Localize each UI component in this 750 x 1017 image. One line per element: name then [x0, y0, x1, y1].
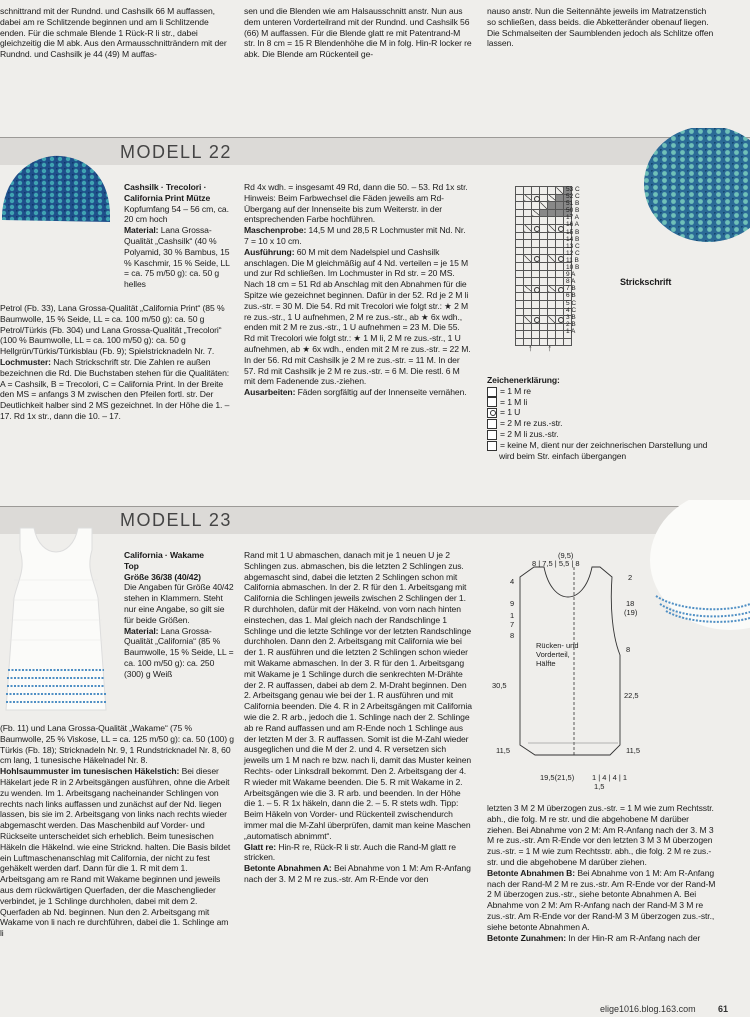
- m22-material-label: Material:: [124, 225, 159, 236]
- chart-row-label: 3 B: [566, 313, 576, 321]
- chart-cell: [548, 323, 556, 331]
- chart-cell: [524, 224, 532, 232]
- chart-row-label: 7 B: [566, 285, 576, 293]
- chart-row-label: 1 A: [566, 327, 576, 335]
- chart-cell: [532, 224, 540, 232]
- chart-cell: [540, 331, 548, 339]
- chart-cell: [540, 224, 548, 232]
- m22-ausfuehrung: 60 M mit dem Nadelspiel und Cashsilk anschlagen. Die M gleichmäßig auf 4 Nd. verteilen = je 15 M und zur Rd schließen. Im Lochmuster in Rd str. = 20 MS. Nach 18 cm = 51 Rd ab Anschlag mit den Abnahmen für die Spitze wie gezeichnet beginnen. Dafür in der 52. Rd je 2 M li zus.-str. = 30 M. Die 54. Rd mit Trecolori wie folgt str.: ★ 2 M re zus.-str., 1 U aufnehmen, 2 M re zus.-str., ab ★ 6x wdh., enden mit 2 M re zus.-str., 1 U aufnehmen = 23 M. Die 55. Rd mit Trecolori wie folgt str.: ★ 1 M li, 2 M re zus.-str., 1 U aufnehmen, ab ★ 6x wdh., enden mit 2 M re zus.-str. = 22 M. In der 56. Rd mit Cashsilk je 2 M re zus.-str. = 11 M. In der 57. Rd mit Cashsilk je 2 M re zus.-str. = 6 M. Die restl. 6 M mit dem Fadenende zus.-ziehen.: [244, 246, 471, 387]
- chart-row-label: 9 A: [566, 271, 576, 279]
- chart-cell: [564, 338, 572, 346]
- chart-cell: [556, 262, 564, 270]
- chart-cell: [532, 285, 540, 293]
- chart-cell: [516, 323, 524, 331]
- m22-col2: Rd 4x wdh. = insgesamt 49 Rd, dann die 50. – 53. Rd 1x str. Hinweis: Beim Farbwechsel die Fäden jeweils am Rd-Übergang auf der Innenseite bis zum Weiterstr. in der entsprechenden Farbe hochführen. Maschenprobe: 14,5 M und 28,5 R Lochmuster mit Nd. Nr. 7 = 10 x 10 cm. Ausführung: 60 M mit dem Nadelspiel und Cashsilk anschlagen. Die M gleichmäßig auf 4 Nd. verteilen = je 15 M und zur Rd schließen. Im Lochmuster in Rd str. = 20 MS. Nach 18 cm = 51 Rd ab Anschlag mit den Abnahmen für die Spitze wie gezeichnet beginnen. Dafür in der 52. Rd je 2 M li zus.-str. = 30 M. Die 54. Rd mit Trecolori wie folgt str.: ★ 2 M re zus.-str., 1 U aufnehmen, 2 M re zus.-str., ab ★ 6x wdh., enden mit 2 M re zus.-str., 1 U aufnehmen = 23 M. Die 55. Rd mit Trecolori wie folgt str.: ★ 1 M li, 2 M re zus.-str., 1 U aufnehmen, ab ★ 6x wdh., enden mit 2 M re zus.-str. = 22 M. In der 56. Rd mit Cashsilk je 2 M re zus.-str. = 11 M. In der 57. Rd mit Cashsilk je 2 M re zus.-str. = 6 M. Die restl. 6 M mit dem Fadenende zus.-ziehen. Ausarbeiten: Fäden sorgfältig auf der Innenseite vernähen.: [244, 182, 471, 398]
- chart-cell: [556, 209, 564, 217]
- m22-title-a: Cashsilk · Trecolori ·: [124, 182, 207, 192]
- chart-cell: [532, 331, 540, 339]
- chart-cell: [540, 209, 548, 217]
- chart-cell: [524, 308, 532, 316]
- chart-row-label: 10 B: [566, 264, 580, 272]
- legend-p2tog: = 2 M li zus.-str.: [487, 429, 717, 440]
- m22-ausarbeiten: Fäden sorgfältig auf der Innenseite vernähen.: [297, 387, 467, 398]
- chart-row-label: 16 A: [566, 221, 580, 229]
- chart-cell: [524, 278, 532, 286]
- m23-col1: California · Wakame Top Größe 36/38 (40/42) Die Angaben für Größe 40/42 stehen in Klammern. Steht nur eine Angabe, so gilt sie für beide Größen. Material: Lana Grossa-Qualität „California“ (85 % Baumwolle, 15 % Seide, LL = ca. 100 m/50 g): ca. 250 (300) g Weiß: [124, 550, 234, 679]
- chart-cell: [556, 316, 564, 324]
- schema-top-b: 8 | 7,5 | 5,5 | 8: [532, 559, 580, 568]
- chart-cell: [532, 293, 540, 301]
- m22-col1: [124, 182, 234, 290]
- chart-cell: [556, 247, 564, 255]
- chart-cell: [556, 194, 564, 202]
- chart-cell: [548, 232, 556, 240]
- m23-schema: (9,5) 8 | 7,5 | 5,5 | 8 4 9 1 7 8 30,5 11,5 2 18 (19) 8 22,5 11,5 19,5(21,5) 1 | 4 | 4 | 1 1,5 Rücken- und Vorderteil, Hälfte: [492, 551, 641, 791]
- chart-cell: [556, 331, 564, 339]
- chart-cell: [524, 300, 532, 308]
- chart-cell: [516, 338, 524, 346]
- chart-row-label: 50 B: [566, 207, 580, 215]
- chart-arrows: ↑ ↑: [528, 343, 553, 353]
- m22-material-text: Lana Grossa-Qualität „Cashsilk“ (40 % Polyamid, 30 % Bambus, 15 % Kaschmir, 15 % Seide, LL = ca. 75 m/50 g): ca. 50 g helles: [124, 225, 230, 290]
- chart-row-label: 53 C: [566, 186, 580, 193]
- top-col2: sen und die Blenden wie am Halsausschnitt anstr. Nun aus dem unteren Vorderteilrand mit der Rundnd. und Cashsilk 56 (66) M auffassen. Für die Blende glatt re mit Patentrand-M str. In 8 cm = 15 R Blendenhöhe die M in folg. Hin-R locker re abk. Die Blende am Rückenteil ge-: [244, 6, 472, 60]
- chart-row-labels: [566, 186, 580, 335]
- m23-title-b: Top: [124, 560, 139, 571]
- chart-cell: [556, 202, 564, 210]
- m23-col2: Rand mit 1 U abmaschen, danach mit je 1 neuen U je 2 Schlingen zus. abmaschen, bis die letzten 2 Schlingen zus. abgemascht sind, dabei die letzten 2 Schlingen schon mit California abmaschen. In der 2. R für den 1. Arbeitsgang mit California die Schlingen jeweils zwischen 2 Schlingen der 1. R durchholen, dafür mit der Häkelnd. von vorn nach hinten einstechen, das 1. Mal gleich nach der Randschlinge 1 Schlinge und die letzte Schlinge vor der letzten Randschlinge durchholen. Dann den 2. Arbeitsgang mit California wie bei der 1. R ausführen und die letzten 2 Schlingen schon wieder mit Wakame abmaschen. In der 3. R für den 1. Arbeitsgang mit Wakame je 1 Schlinge durch die senkrechten M-Drähte der 2. R auffassen, dabei ab dem 2. M-Draht beginnen. Den 2. Arbeitsgang genau wie bei der 1. R ausführen und mit California beenden. Die 4. R in 2 Arbeitsgängen mit California wie die 2. R arb., jedoch die 1. Schlinge nach der 2. Schlinge ab re Rand auffassen und am R-Ende noch 1 Schlinge aus der letzten M der 3. R auffassen. Somit ist die M-Zahl wieder ausgeglichen und die M der 2. und 4. R versetzen sich jeweils um 1 M nach re bzw. nach li, damit das Muster keinen Rechts- oder Linksdrall bekommt. Den 2. Arbeitsgang der 4. R wieder mit Wakame beenden. Die 5. R mit Wakame in 2. Arbeitsgängen wie die 3. R arb. und beenden. In der Höhe die 1. – 5. R 1x häkeln, dann die 2. – 5. R stets wdh. Tipp: Beim Häkeln von Vorder- und Rückenteil zwischendurch immer mal die M-Zahl überprüfen, damit man keine Maschen „automatisch abnimmt“. Glatt re: Hin-R re, Rück-R li str. Auch die Rand-M glatt re stricken. Betonte Abnahmen A: Bei Abnahme von 1 M: Am R-Anfang nach der 3. M 2 M re zus.-str. Am R-Ende vor den: [244, 550, 472, 884]
- chart-cell: [556, 270, 564, 278]
- chart-cell: [548, 202, 556, 210]
- chart-cell: [556, 187, 564, 195]
- m22-maschenprobe: 14,5 M und 28,5 R Lochmuster mit Nd. Nr. 7 = 10 x 10 cm.: [244, 225, 466, 246]
- m23-col2-text: Rand mit 1 U abmaschen, danach mit je 1 neuen U je 2 Schlingen zus. abmaschen, bis die letzten 2 Schlingen zus. abgemascht sind, dabei die letzten 2 Schlingen schon mit California abmaschen. In der 2. R für den 1. Arbeitsgang mit California die Schlingen jeweils zwischen 2 Schlingen der 1. R durchholen, dafür mit der Häkelnd. von vorn nach hinten einstechen, das 1. Mal gleich nach der Randschlinge 1 Schlinge und die letzte Schlinge vor der letzten Randschlinge durchholen. Dann den 2. Arbeitsgang mit California wie bei der 1. R ausführen und die letzten 2 Schlingen schon wieder mit Wakame abmaschen. In der 3. R für den 1. Arbeitsgang mit Wakame je 1 Schlinge durch die senkrechten M-Drähte der 2. R auffassen, dabei ab dem 2. M-Draht beginnen. Den 2. Arbeitsgang genau wie bei der 1. R ausführen und mit California beenden. Die 4. R in 2 Arbeitsgängen mit California wie die 2. R arb., jedoch die 1. Schlinge nach der 2. Schlinge ab re Rand auffassen und am R-Ende noch 1 Schlinge aus der letzten M der 3. R auffassen. Somit ist die M-Zahl wieder ausgeglichen und die M der 2. und 4. R versetzen sich jeweils um 1 M nach re bzw. nach li, damit das Muster keinen Rechts- oder Linksdrall bekommt. Den 2. Arbeitsgang der 4. R wieder mit Wakame beenden. Die 5. R mit Wakame in 2. Arbeitsgängen wie die 3. R arb. und beenden. In der Höhe die 1. – 5. R 1x häkeln, dann die 2. – 5. R stets wdh. Tipp: Beim Häkeln von Vorder- und Rückenteil zwischendurch immer mal die M-Zahl überprüfen, damit man keine Maschen „automatisch abnimmt“.: [244, 550, 472, 841]
- chart-cell: [524, 209, 532, 217]
- m22-lochmuster: Nach Strickschrift str. Die Zahlen re außen bezeichnen die Rd. Die Buchstaben stehen für die Qualitäten: A = Cashsilk, B = Trecolori, C = California Print. In der Breite den MS = anfangs 3 M zwischen den Pfeilen fortl. str. Der Deutlichkeit halber sind 2 MS gezeichnet. In der Höhe die 1. – 17. Rd 1x str., dann die 10. – 17.: [0, 356, 230, 421]
- chart-cell: [516, 270, 524, 278]
- chart-cell: [540, 323, 548, 331]
- chart-cell: [556, 255, 564, 263]
- chart-cell: [540, 202, 548, 210]
- legend-k2tog: = 2 M re zus.-str.: [487, 418, 717, 429]
- chart-cell: [524, 187, 532, 195]
- chart-cell: [524, 202, 532, 210]
- chart-cell: [516, 240, 524, 248]
- modell-23-heading: MODELL 23: [120, 510, 232, 530]
- chart-cell: [540, 270, 548, 278]
- m23-title-a: California · Wakame: [124, 550, 204, 560]
- chart-cell: [524, 285, 532, 293]
- m23-material: Lana Grossa-Qualität „California“ (85 % Baumwolle, 15 % Seide, LL = ca. 100 m/50 g): ca. 250 (300) g Weiß: [124, 625, 234, 679]
- hat-photo-right: [642, 128, 750, 246]
- m22-intro: Rd 4x wdh. = insgesamt 49 Rd, dann die 50. – 53. Rd 1x str. Hinweis: Beim Farbwechsel die Fäden jeweils am Rd-Übergang auf der Innenseite bis zum Weiterstr. in der entsprechenden Farbe hochführen.: [244, 182, 468, 225]
- modell-23-band: [0, 506, 750, 534]
- chart-cell: [516, 232, 524, 240]
- chart-cell: [548, 316, 556, 324]
- top-col1: schnittrand mit der Rundnd. und Cashsilk 66 M auffassen, dabei am re Schlitzende beginnen und am li Schlitzende enden. Für die schmale Blende 1 Rück-R li str., dabei gleichzeitig die M abk. Aus den Armausschnitträndern mit der Rundnd. und Cashsilk je 44 (49) M auffas-: [0, 6, 227, 60]
- chart-row-label: 13 C: [566, 242, 580, 250]
- chart-cell: [548, 217, 556, 225]
- chart-cell: [516, 224, 524, 232]
- chart-cell: [556, 338, 564, 346]
- legend-no-stitch: = keine M, dient nur der zeichnerischen Darstellung und wird beim Str. einfach übergangen: [487, 440, 717, 462]
- m22-lochmuster-label: Lochmuster:: [0, 356, 51, 367]
- legend: [487, 375, 717, 461]
- hat-photo-left: [0, 150, 112, 232]
- m22-yarn-list: Petrol (Fb. 33), Lana Grossa-Qualität „California Print“ (85 % Baumwolle, 15 % Seide, LL = ca. 100 m/50 g): ca. 50 g Petrol/Türkis (Fb. 304) und Lana Grossa-Qualität „Trecolori“ (100 % Baumwolle, LL = ca. 100 m/50 g): ca. 50 g Hellgrün/Türkis/Türkisblau (Fb. 9); Spielstricknadeln Nr. 7.: [0, 303, 225, 357]
- chart-cell: [556, 278, 564, 286]
- chart-cell: [540, 300, 548, 308]
- chart-cell: [540, 278, 548, 286]
- chart-cell: [516, 331, 524, 339]
- chart-cell: [548, 308, 556, 316]
- modell-22-band: [0, 137, 750, 165]
- chart-cell: [516, 308, 524, 316]
- m23-glatt: Hin-R re, Rück-R li str. Auch die Rand-M glatt re stricken.: [244, 841, 456, 863]
- m23-size: Größe 36/38 (40/42): [124, 571, 201, 582]
- chart-cell: [516, 202, 524, 210]
- chart-cell: [532, 262, 540, 270]
- chart-cell: [548, 194, 556, 202]
- chart-cell: [532, 217, 540, 225]
- m23-betonte-a: Bei Abnahme von 1 M: Am R-Anfang nach der 3. M 2 M re zus.-str. Am R-Ende vor den: [244, 863, 471, 884]
- schema-center-label: Rücken- und Vorderteil, Hälfte: [536, 641, 579, 668]
- chart-cell: [540, 308, 548, 316]
- chart-cell: [532, 187, 540, 195]
- m23-yarn-list: (Fb. 11) und Lana Grossa-Qualität „Wakame“ (75 % Baumwolle, 25 % Viskose, LL = ca. 125 m/50 g): ca. 50 (100) g Türkis (Fb. 18); Stricknadeln Nr. 9, 1 Rundstricknadel Nr. 8, 60 cm lang, 1 tunesische Häkelnadel Nr. 8.: [0, 723, 234, 766]
- top-hem-photo: [650, 500, 750, 640]
- chart-cell: [548, 240, 556, 248]
- chart-cell: [540, 316, 548, 324]
- chart-cell: [532, 194, 540, 202]
- m22-title-b: California Print Mütze: [124, 192, 211, 203]
- chart-cell: [540, 217, 548, 225]
- m23-hohl-label: Hohlsaummuster im tunesischen Häkelstich:: [0, 766, 180, 777]
- chart-cell: [556, 232, 564, 240]
- m23-col3: letzten 3 M 2 M überzogen zus.-str. = 1 M wie zum Rechtsstr. abh., die folg. M re str. und die abgehobene M darüber ziehen. Bei Abnahme von 2 M: Am R-Anfang nach der 3. M 3 M re zus.-str. Am R-Ende vor den letzten 3 M 3 M überzogen zus.-str. = 1 M wie zum Rechtsstr. abh., die folg. 2 M re zus.-str. und die abgehobene M darüber ziehen. Betonte Abnahmen B: Bei Abnahme von 1 M: Am R-Anfang nach der Rand-M 2 M re zus.-str. Am R-Ende vor der Rand-M 2 M überzogen zus.-str., siehe betonte Abnahmen A. Bei Abnahme von 2 M: Am R-Anfang nach der Rand-M 3 M re zus.-str. Am R-Ende vor der Rand-M 3 M überzogen zus.-str., siehe betonte Abnahmen A. Betonte Zunahmen: In der Hin-R am R-Anfang nach der: [487, 803, 716, 943]
- legend-knit: = 1 M re: [487, 386, 717, 397]
- chart-cell: [556, 224, 564, 232]
- chart-cell: [532, 232, 540, 240]
- m23-hohl: Bei dieser Häkelart jede R in 2 Arbeitsgängen ausführen, ohne die Arbeit zu wenden. Im 1. Arbeitsgang nacheinander Schlingen von rechts nach links auffassen und zunächst auf der Nd. liegen lassen, bis sie im 2. Arbeitsgang von links nach rechts wieder abgemascht werden. Das Maschenbild auf Vorder- und Rückseite unterscheidet sich erheblich. Beim tunesischen Häkeln die Häkelnd. wie eine Stricknd. halten. Die Basis bildet ein Luftmaschenanschlag mit California, der nicht zu fest gehäkelt werden darf. Dann für die 1. R mit dem 1. Arbeitsgang am re Rand mit Wakame beginnen und jeweils aus dem rückwärtigen Querfaden, der die Maschenglieder verbindet, je 1 Schlinge durchholen, dabei mit dem 2. Querfaden ab Nd. beginnen. Nun den 2. Arbeitsgang mit Wakame von li nach re durchführen, dabei die 1. Schlinge am li: [0, 766, 231, 939]
- chart-cell: [548, 293, 556, 301]
- chart-row-label: 52 C: [566, 193, 580, 201]
- strickschrift-label: Strickschrift: [620, 277, 672, 287]
- chart-cell: [532, 255, 540, 263]
- chart-row-label: 15 B: [566, 228, 580, 236]
- chart-cell: [524, 262, 532, 270]
- chart-cell: [556, 300, 564, 308]
- chart-cell: [548, 209, 556, 217]
- chart-row-label: 5 C: [566, 299, 577, 307]
- chart-cell: [532, 323, 540, 331]
- chart-cell: [540, 285, 548, 293]
- chart-cell: [556, 293, 564, 301]
- chart-cell: [532, 209, 540, 217]
- chart-cell: [540, 187, 548, 195]
- chart-row-label: 51 B: [566, 200, 580, 208]
- chart-cell: [532, 247, 540, 255]
- top-photo: [0, 520, 112, 718]
- page-number: 61: [718, 1004, 729, 1014]
- chart-cell: [548, 262, 556, 270]
- chart-row-label: 17 A: [566, 214, 580, 222]
- chart-cell: [524, 240, 532, 248]
- chart-cell: [516, 278, 524, 286]
- chart-cell: [556, 308, 564, 316]
- chart-cell: [516, 262, 524, 270]
- chart-cell: [540, 293, 548, 301]
- chart-cell: [548, 300, 556, 308]
- m22-col1-rest: [0, 303, 234, 422]
- chart-cell: [524, 270, 532, 278]
- chart-cell: [540, 255, 548, 263]
- chart-cell: [556, 285, 564, 293]
- chart-cell: [524, 217, 532, 225]
- chart-cell: [524, 247, 532, 255]
- chart-cell: [532, 202, 540, 210]
- chart-row-label: 14 B: [566, 235, 580, 243]
- chart-row-label: 2 B: [566, 320, 576, 328]
- chart-cell: [516, 194, 524, 202]
- chart-cell: [532, 270, 540, 278]
- chart-cell: [548, 285, 556, 293]
- chart-cell: [532, 240, 540, 248]
- chart-cell: [540, 232, 548, 240]
- chart-cell: [540, 240, 548, 248]
- chart-cell: [548, 224, 556, 232]
- chart-cell: [532, 316, 540, 324]
- chart-cell: [516, 217, 524, 225]
- legend-purl: = 1 M li: [487, 397, 717, 408]
- legend-yarnover: = 1 U: [487, 407, 717, 418]
- chart-cell: [516, 300, 524, 308]
- chart-cell: [516, 255, 524, 263]
- chart-cell: [532, 278, 540, 286]
- chart-cell: [548, 331, 556, 339]
- footer-url[interactable]: elige1016.blog.163.com: [600, 1004, 696, 1014]
- chart-cell: [548, 187, 556, 195]
- chart-row-label: 8 A: [566, 278, 576, 286]
- modell-22-heading: MODELL 22: [120, 142, 232, 162]
- chart-cell: [516, 209, 524, 217]
- chart-cell: [548, 255, 556, 263]
- chart-cell: [516, 247, 524, 255]
- schema-top-a: (9,5): [558, 551, 574, 560]
- strickschrift-chart: [515, 186, 572, 346]
- m23-col3-text: letzten 3 M 2 M überzogen zus.-str. = 1 M wie zum Rechtsstr. abh., die folg. M re str. und die abgehobene M darüber ziehen. Bei Abnahme von 2 M: Am R-Anfang nach der 3. M 3 M re zus.-str. Am R-Ende vor den letzten 3 M 3 M überzogen zus.-str. = 1 M wie zum Rechtsstr. abh., die folg. 2 M re zus.-str. und die abgehobene M darüber ziehen.: [487, 803, 714, 867]
- chart-cell: [524, 232, 532, 240]
- m22-size: Kopfumfang 54 – 56 cm, ca. 20 cm hoch: [124, 203, 229, 225]
- top-col3: nauso anstr. Nun die Seitennähte jeweils im Matratzenstich so schließen, dass beids. die Abketteränder obenauf liegen. Die Schmalseiten der Saumblenden jedoch als Schlitze offen lassen.: [487, 6, 714, 49]
- m23-col1-rest: [0, 723, 234, 939]
- chart-cell: [524, 293, 532, 301]
- chart-row-label: 6 B: [566, 292, 576, 300]
- chart-cell: [532, 300, 540, 308]
- m23-betonte-b: Bei Abnahme von 1 M: Am R-Anfang nach der Rand-M 2 M re zus.-str. Am R-Ende vor der Rand-M 2 M überzogen zus.-str., siehe betonte Abnahmen A. Bei Abnahme von 2 M: Am R-Anfang nach der Rand-M 3 M re zus.-str. Am R-Ende vor der Rand-M 3 M überzogen zus.-str., siehe betonte Abnahmen A.: [487, 867, 716, 932]
- chart-cell: [540, 194, 548, 202]
- chart-cell: [548, 278, 556, 286]
- chart-cell: [524, 255, 532, 263]
- chart-cell: [540, 262, 548, 270]
- chart-cell: [524, 331, 532, 339]
- legend-title: Zeichenerklärung:: [487, 375, 560, 385]
- chart-row-label: 11 B: [566, 256, 579, 264]
- chart-cell: [524, 323, 532, 331]
- chart-cell: [548, 247, 556, 255]
- chart-cell: [532, 308, 540, 316]
- m23-size-text: Die Angaben für Größe 40/42 stehen in Klammern. Steht nur eine Angabe, so gilt sie für beide Größen.: [124, 582, 234, 625]
- chart-cell: [556, 217, 564, 225]
- chart-cell: [516, 285, 524, 293]
- chart-cell: [524, 194, 532, 202]
- chart-cell: [516, 316, 524, 324]
- chart-cell: [524, 316, 532, 324]
- m23-betonte-zunahmen: In der Hin-R am R-Anfang nach der: [568, 932, 701, 943]
- chart-cell: [516, 187, 524, 195]
- chart-row-label: 4 C: [566, 306, 577, 314]
- chart-cell: [548, 270, 556, 278]
- chart-cell: [516, 293, 524, 301]
- chart-row-label: 12 C: [566, 249, 580, 257]
- chart-cell: [556, 323, 564, 331]
- chart-cell: [540, 247, 548, 255]
- chart-cell: [556, 240, 564, 248]
